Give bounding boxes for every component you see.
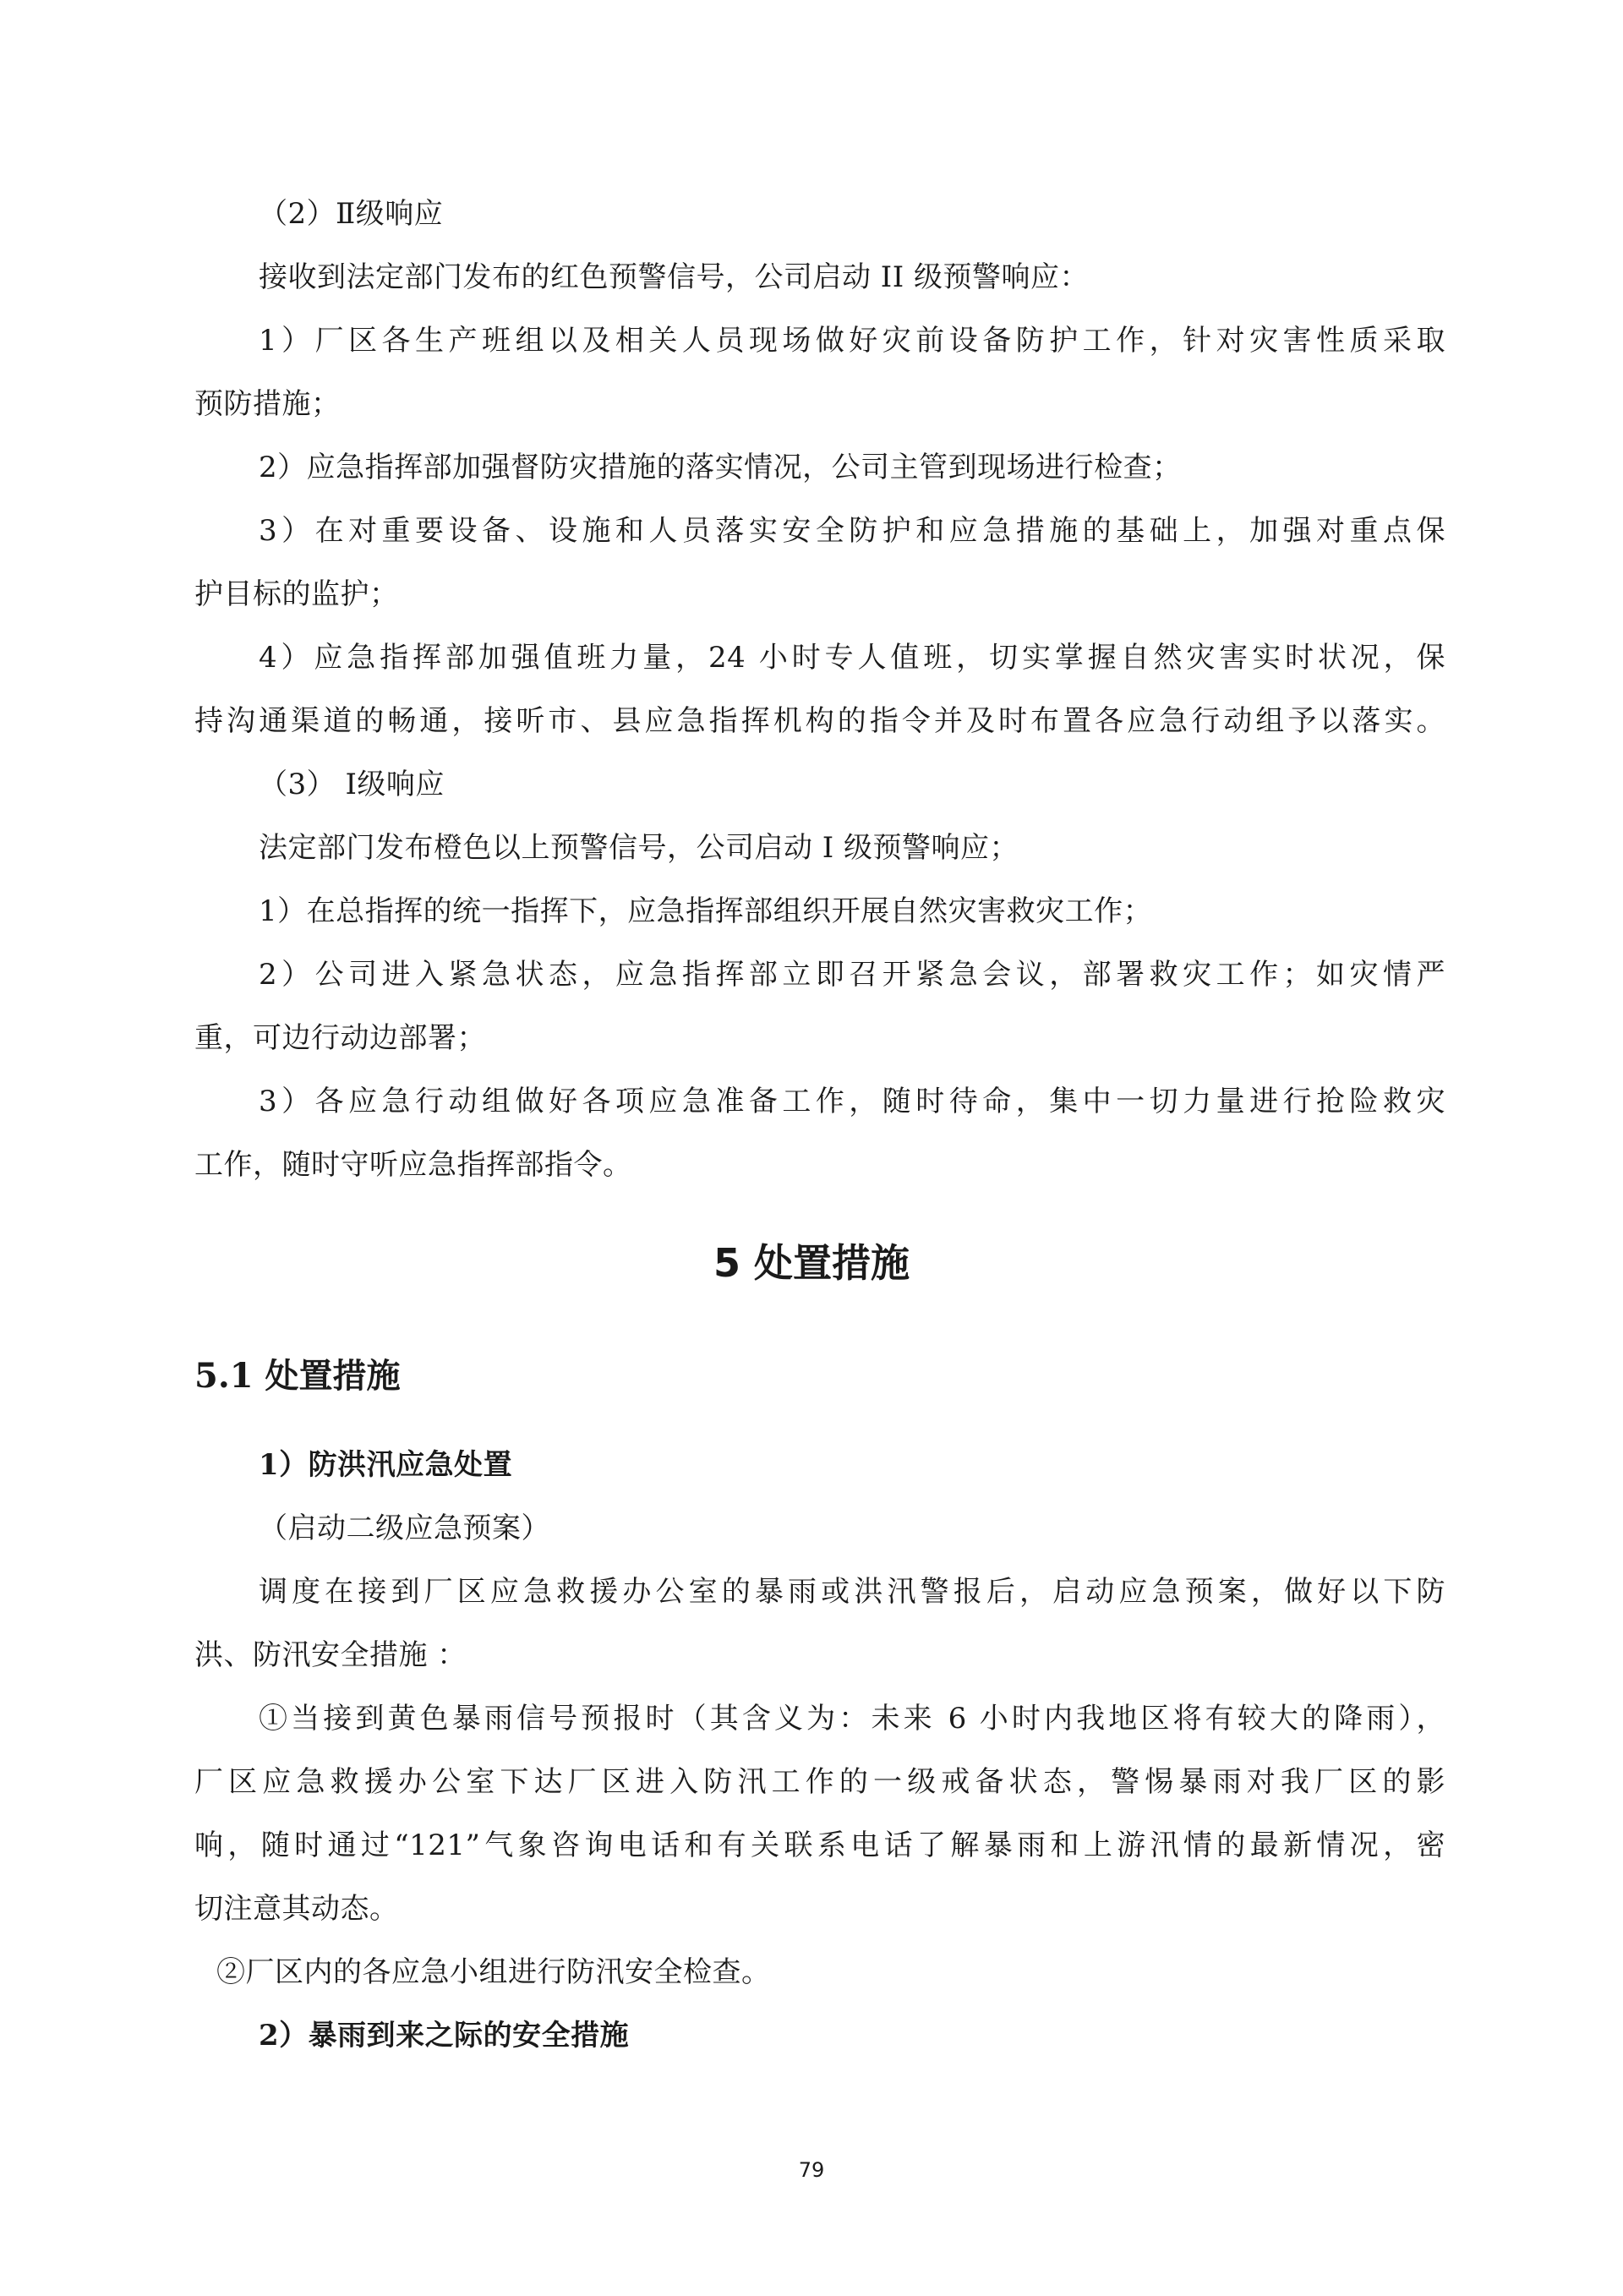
paragraph-line: 3）各应急行动组做好各项应急准备工作，随时待命，集中一切力量进行抢险救灾 [259, 1085, 1445, 1118]
paragraph-line: 3）在对重要设备、设施和人员落实安全防护和应急措施的基础上，加强对重点保 [259, 514, 1445, 548]
paragraph-line: 接收到法定部门发布的红色预警信号，公司启动 II 级预警响应： [259, 260, 1089, 294]
section-title: 5.1 处置措施 [194, 1356, 401, 1396]
chapter-title: 5 处置措施 [713, 1240, 910, 1286]
heading-level-2-response: （2）Ⅱ级响应 [259, 197, 444, 231]
paragraph-line: 厂区应急救援办公室下达厂区进入防汛工作的一级戒备状态，警惕暴雨对我厂区的影 [194, 1765, 1445, 1799]
paragraph-line: ②厂区内的各应急小组进行防汛安全检查。 [216, 1955, 771, 1989]
paragraph-line: 洪、防汛安全措施 ： [194, 1638, 467, 1672]
paragraph-line: 预防措施； [194, 387, 341, 421]
paragraph-line: 1）厂区各生产班组以及相关人员现场做好灾前设备防护工作，针对灾害性质采取 [259, 324, 1445, 358]
paragraph-line: 1）在总指挥的统一指挥下，应急指挥部组织开展自然灾害救灾工作； [259, 894, 1153, 928]
paragraph-line: 4）应急指挥部加强值班力量，24 小时专人值班，切实掌握自然灾害实时状况，保 [259, 641, 1445, 675]
paragraph-line: 持沟通渠道的畅通，接听市、县应急指挥机构的指令并及时布置各应急行动组予以落实。 [194, 704, 1445, 738]
paragraph-line: 护目标的监护； [194, 577, 399, 611]
subsection-title: 1）防洪汛应急处置 [259, 1448, 513, 1482]
paragraph-line: 2）公司进入紧急状态，应急指挥部立即召开紧急会议，部署救灾工作；如灾情严 [259, 958, 1445, 992]
paragraph-line: 调度在接到厂区应急救援办公室的暴雨或洪汛警报后，启动应急预案，做好以下防 [259, 1575, 1445, 1609]
paragraph-line: 2）应急指挥部加强督防灾措施的落实情况，公司主管到现场进行检查； [259, 451, 1182, 484]
paragraph-line: 重，可边行动边部署； [194, 1021, 486, 1055]
paragraph-line: 法定部门发布橙色以上预警信号，公司启动 I 级预警响应； [259, 831, 1019, 865]
paragraph-line: 切注意其动态。 [194, 1892, 399, 1926]
paragraph-line: ①当接到黄色暴雨信号预报时（其含义为：未来 6 小时内我地区将有较大的降雨）， [259, 1702, 1445, 1736]
subsection-title: 2）暴雨到来之际的安全措施 [259, 2019, 630, 2053]
heading-level-1-response: （3） Ⅰ级响应 [259, 768, 445, 801]
paragraph-line: （启动二级应急预案） [259, 1512, 550, 1545]
page-number: 79 [798, 2158, 825, 2182]
paragraph-line: 工作，随时守听应急指挥部指令。 [194, 1148, 632, 1182]
paragraph-line: 响，随时通过“121”气象咨询电话和有关联系电话了解暴雨和上游汛情的最新情况，密 [194, 1829, 1445, 1862]
